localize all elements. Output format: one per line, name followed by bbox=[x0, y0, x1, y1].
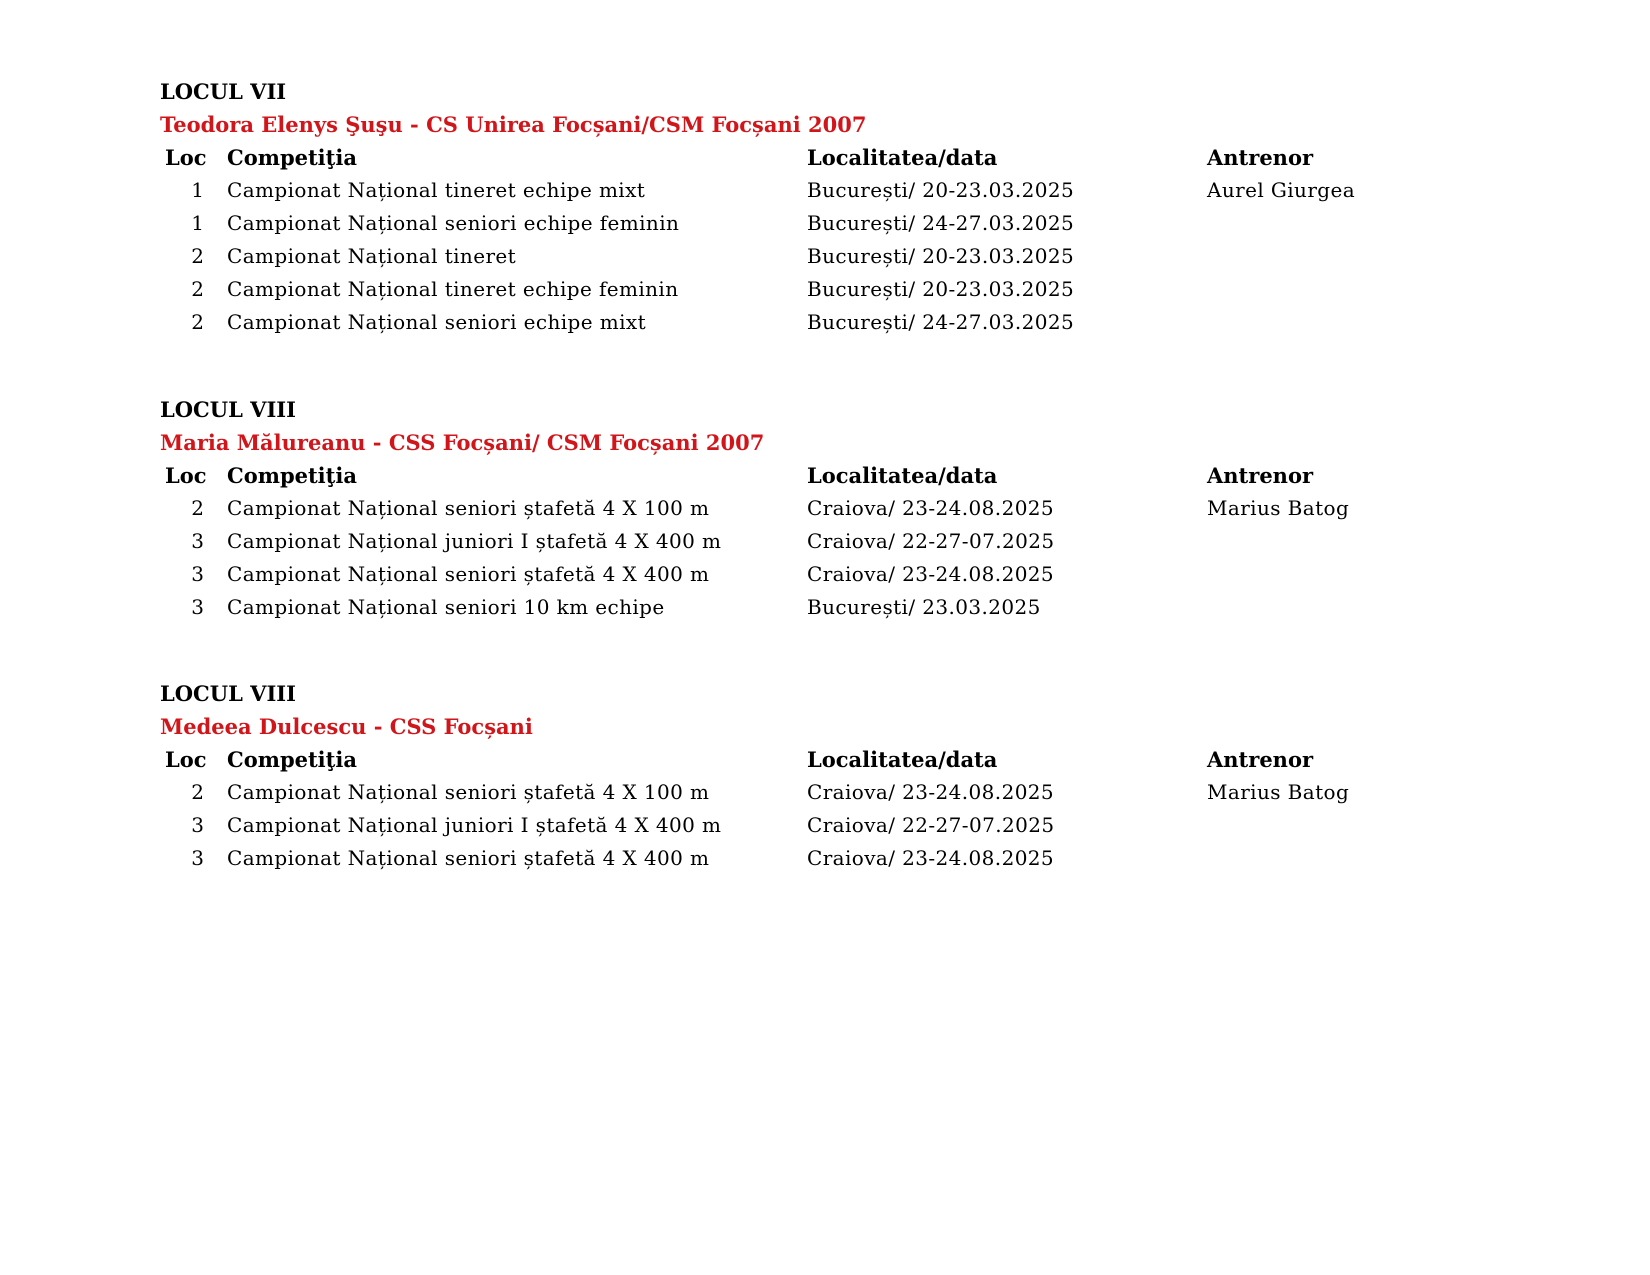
cell-antrenor bbox=[1207, 207, 1427, 240]
table-row bbox=[160, 306, 1427, 339]
cell-localitate: București/ 20-23.03.2025 bbox=[807, 277, 1075, 301]
header-loc: Loc bbox=[165, 145, 207, 170]
table-row bbox=[160, 776, 1427, 809]
athlete-name: Medeea Dulcescu - CSS Focșani bbox=[160, 714, 533, 739]
table-row bbox=[160, 492, 1427, 525]
cell-localitate: Craiova/ 23-24.08.2025 bbox=[807, 562, 1055, 586]
results-table bbox=[160, 141, 1427, 339]
cell-localitate: Craiova/ 22-27-07.2025 bbox=[807, 529, 1055, 553]
table-header-row bbox=[160, 141, 1427, 174]
cell-localitate: Craiova/ 23-24.08.2025 bbox=[807, 846, 1055, 870]
header-competitie: Competiţia bbox=[227, 747, 357, 772]
cell-competitie: Campionat Național juniori I ștafetă 4 X 400 m bbox=[227, 813, 722, 837]
cell-competitie: Campionat Național seniori ștafetă 4 X 400 m bbox=[227, 562, 710, 586]
cell-loc: 3 bbox=[191, 595, 204, 619]
cell-antrenor bbox=[1207, 525, 1427, 558]
table-row bbox=[160, 809, 1427, 842]
cell-competitie: Campionat Național tineret bbox=[227, 244, 517, 268]
cell-localitate: București/ 24-27.03.2025 bbox=[807, 310, 1075, 334]
header-localitate: Localitatea/data bbox=[807, 145, 998, 170]
cell-antrenor: Aurel Giurgea bbox=[1207, 178, 1356, 202]
table-row bbox=[160, 842, 1427, 875]
header-localitate: Localitatea/data bbox=[807, 747, 998, 772]
cell-competitie: Campionat Național seniori echipe mixt bbox=[227, 310, 647, 334]
rank-heading: LOCUL VIII bbox=[160, 681, 296, 706]
cell-antrenor bbox=[1207, 558, 1427, 591]
cell-antrenor: Marius Batog bbox=[1207, 780, 1350, 804]
cell-loc: 3 bbox=[191, 846, 204, 870]
cell-competitie: Campionat Național seniori ștafetă 4 X 100 m bbox=[227, 780, 710, 804]
cell-loc: 2 bbox=[191, 310, 204, 334]
rank-heading: LOCUL VII bbox=[160, 79, 287, 104]
cell-loc: 1 bbox=[191, 178, 204, 202]
cell-localitate: București/ 20-23.03.2025 bbox=[807, 178, 1075, 202]
ranking-section bbox=[160, 75, 1460, 339]
cell-localitate: Craiova/ 22-27-07.2025 bbox=[807, 813, 1055, 837]
cell-competitie: Campionat Național seniori ștafetă 4 X 400 m bbox=[227, 846, 710, 870]
cell-competitie: Campionat Național juniori I ștafetă 4 X 400 m bbox=[227, 529, 722, 553]
cell-localitate: București/ 24-27.03.2025 bbox=[807, 211, 1075, 235]
table-row bbox=[160, 558, 1427, 591]
table-row bbox=[160, 174, 1427, 207]
cell-localitate: Craiova/ 23-24.08.2025 bbox=[807, 496, 1055, 520]
table-row bbox=[160, 207, 1427, 240]
cell-competitie: Campionat Național tineret echipe mixt bbox=[227, 178, 646, 202]
cell-loc: 1 bbox=[191, 211, 204, 235]
cell-competitie: Campionat Național seniori 10 km echipe bbox=[227, 595, 665, 619]
athlete-name: Teodora Elenys Şuşu - CS Unirea Focșani/CSM Focșani 2007 bbox=[160, 112, 867, 137]
cell-loc: 2 bbox=[191, 244, 204, 268]
cell-antrenor: Marius Batog bbox=[1207, 496, 1350, 520]
cell-localitate: București/ 23.03.2025 bbox=[807, 595, 1041, 619]
table-row bbox=[160, 591, 1427, 624]
table-row bbox=[160, 240, 1427, 273]
header-antrenor: Antrenor bbox=[1207, 747, 1314, 772]
header-competitie: Competiţia bbox=[227, 145, 357, 170]
table-header-row bbox=[160, 743, 1427, 776]
cell-localitate: Craiova/ 23-24.08.2025 bbox=[807, 780, 1055, 804]
table-row bbox=[160, 273, 1427, 306]
cell-loc: 2 bbox=[191, 277, 204, 301]
table-row bbox=[160, 525, 1427, 558]
ranking-section bbox=[160, 393, 1460, 624]
header-loc: Loc bbox=[165, 463, 207, 488]
table-header-row bbox=[160, 459, 1427, 492]
cell-antrenor bbox=[1207, 842, 1427, 875]
header-loc: Loc bbox=[165, 747, 207, 772]
cell-loc: 2 bbox=[191, 496, 204, 520]
rank-heading: LOCUL VIII bbox=[160, 397, 296, 422]
results-table bbox=[160, 743, 1427, 875]
cell-antrenor bbox=[1207, 591, 1427, 624]
cell-antrenor bbox=[1207, 809, 1427, 842]
cell-loc: 3 bbox=[191, 813, 204, 837]
header-antrenor: Antrenor bbox=[1207, 463, 1314, 488]
cell-competitie: Campionat Național tineret echipe feminin bbox=[227, 277, 679, 301]
cell-localitate: București/ 20-23.03.2025 bbox=[807, 244, 1075, 268]
cell-loc: 3 bbox=[191, 529, 204, 553]
cell-antrenor bbox=[1207, 306, 1427, 339]
cell-antrenor bbox=[1207, 273, 1427, 306]
cell-antrenor bbox=[1207, 240, 1427, 273]
cell-competitie: Campionat Național seniori echipe feminin bbox=[227, 211, 680, 235]
cell-loc: 3 bbox=[191, 562, 204, 586]
cell-loc: 2 bbox=[191, 780, 204, 804]
header-competitie: Competiţia bbox=[227, 463, 357, 488]
results-table bbox=[160, 459, 1427, 624]
header-localitate: Localitatea/data bbox=[807, 463, 998, 488]
header-antrenor: Antrenor bbox=[1207, 145, 1314, 170]
athlete-name: Maria Mălureanu - CSS Focșani/ CSM Focșani 2007 bbox=[160, 430, 765, 455]
ranking-section bbox=[160, 677, 1460, 875]
cell-competitie: Campionat Național seniori ștafetă 4 X 100 m bbox=[227, 496, 710, 520]
